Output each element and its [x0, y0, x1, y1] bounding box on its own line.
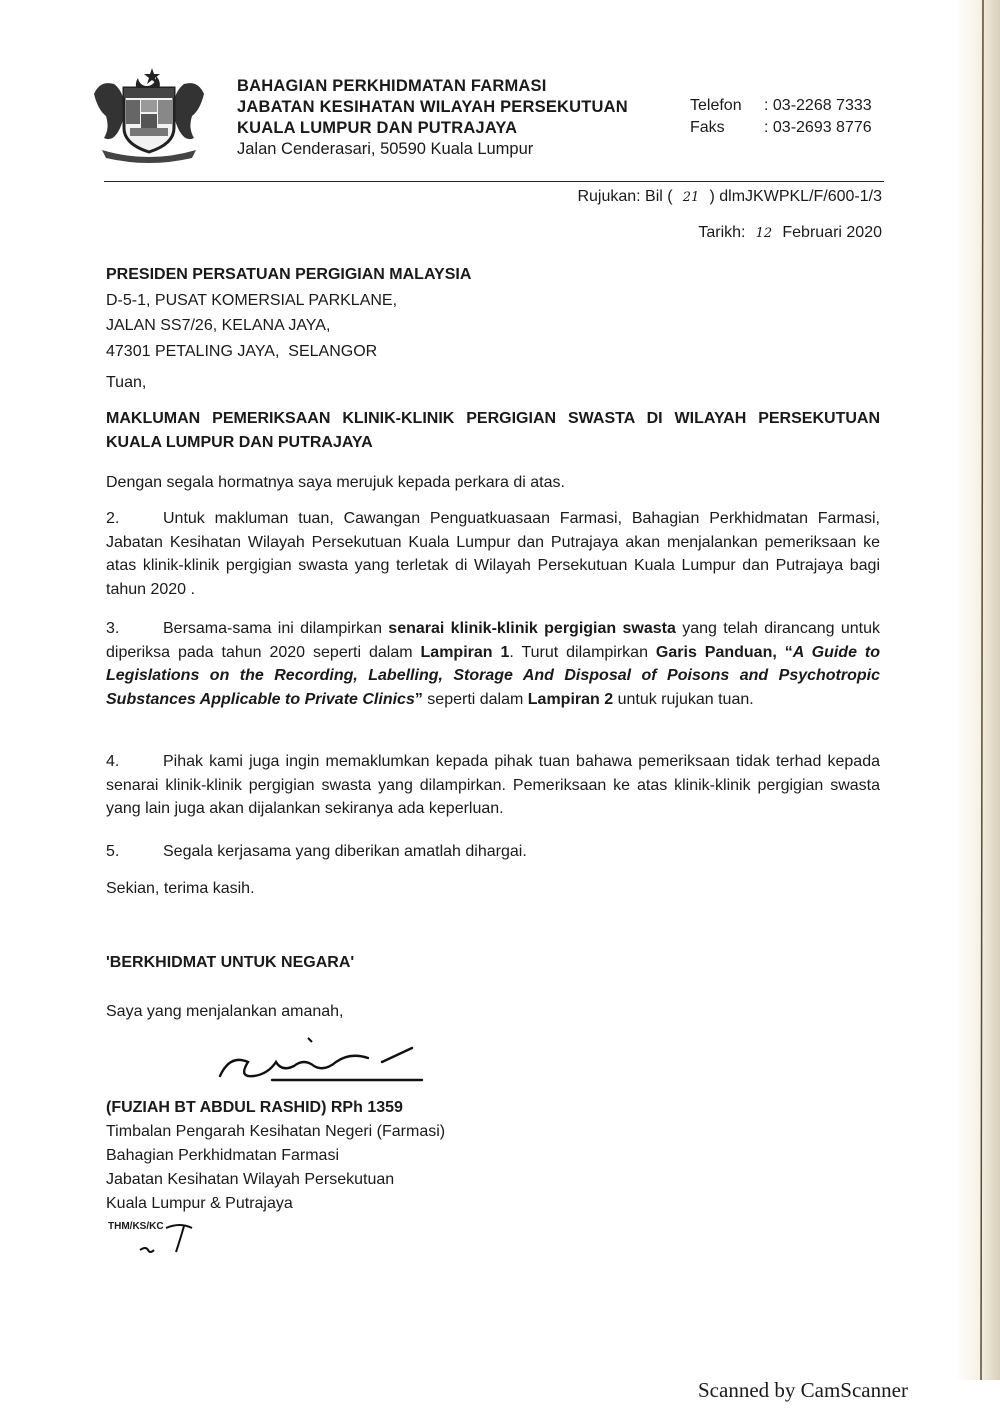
signatory-name: (FUZIAH BT ABDUL RASHID) RPh 1359: [106, 1099, 403, 1116]
reference-suffix: ) dlmJKWPKL/F/600-1/3: [709, 188, 882, 205]
date-line: [698, 224, 882, 242]
date-prefix: Tarikh:: [698, 224, 746, 241]
paragraph-5-text: Segala kerjasama yang diberikan amatlah dihargai.: [163, 843, 527, 860]
paragraph-3-guide-title: A Guide to Legislations on the Recording, Labelling, Storage And Disposal of Poisons and Psychotropic Substances Applicable to Private Clinics: [106, 643, 881, 708]
paragraph-3: [106, 617, 880, 711]
paragraph-3-text-4: seperti dalam: [422, 690, 528, 708]
date-handwritten-day: 12: [755, 226, 773, 241]
subject-heading: MAKLUMAN PEMERIKSAAN KLINIK-KLINIK PERGIGIAN SWASTA DI WILAYAH PERSEKUTUAN KUALA LUMPUR DAN PUTRAJAYA: [106, 410, 880, 451]
paragraph-3-bold-1: senarai klinik-klinik pergigian swasta: [388, 620, 676, 637]
letterhead-line-2: JABATAN KESIHATAN WILAYAH PERSEKUTUAN: [237, 98, 628, 116]
letterhead-address: Jalan Cenderasari, 50590 Kuala Lumpur: [237, 140, 534, 158]
paragraph-3-text-2: yang telah dirancang untuk diperiksa pada tahun 2020 seperti dalam: [106, 620, 880, 661]
paragraph-1: Dengan segala hormatnya saya merujuk kepada perkara di atas.: [106, 474, 565, 491]
signatory-dept-1: Bahagian Perkhidmatan Farmasi: [106, 1147, 340, 1164]
header-divider: [104, 181, 884, 182]
paragraph-3-bold-4: ”: [414, 690, 423, 708]
signature-icon: [212, 1036, 452, 1096]
scan-edge-shadow: [955, 0, 1000, 1380]
initials-scribble-icon: [134, 1222, 204, 1258]
reference-line: [577, 188, 882, 206]
fax-value: : 03-2693 8776: [764, 119, 872, 136]
motto: 'BERKHIDMAT UNTUK NEGARA': [106, 954, 355, 971]
closing-trust: Saya yang menjalankan amanah,: [106, 1003, 344, 1020]
signatory-block: [106, 1096, 445, 1216]
paragraph-3-number: 3.: [106, 620, 120, 637]
recipient-line-3: JALAN SS7/26, KELANA JAYA,: [106, 317, 331, 334]
paragraph-5-number: 5.: [106, 843, 120, 860]
paragraph-3-text-1: Bersama-sama ini dilampirkan: [163, 620, 389, 637]
signatory-dept-2: Jabatan Kesihatan Wilayah Persekutuan: [106, 1171, 395, 1188]
closing-thanks: Sekian, terima kasih.: [106, 880, 255, 897]
contact-info: [690, 95, 872, 139]
paragraph-4-text: Pihak kami juga ingin memaklumkan kepada pihak tuan bahawa pemeriksaan tidak terhad kepada senarai klinik-klinik pergigian swasta yang dilampirkan. Pemeriksaan ke atas klinik-klinik pergigian swasta yang lain juga akan dijalankan sekiranya ada keperluan.: [106, 753, 880, 818]
paragraph-2: [106, 507, 880, 601]
letterhead: [237, 76, 628, 160]
reference-handwritten-number: 21: [682, 190, 700, 205]
phone-value: : 03-2268 7333: [764, 97, 872, 114]
letterhead-line-1: BAHAGIAN PERKHIDMATAN FARMASI: [237, 77, 547, 95]
paragraph-5: [106, 840, 880, 864]
signatory-dept-3: Kuala Lumpur & Putrajaya: [106, 1195, 293, 1212]
paragraph-3-bold-5: Lampiran 2: [527, 690, 614, 708]
paragraph-2-number: 2.: [106, 510, 120, 527]
paragraph-3-text-5: untuk rujukan tuan.: [613, 690, 754, 708]
paragraph-3-bold-3: Garis Panduan, “: [655, 643, 793, 661]
recipient-address: [106, 262, 471, 364]
scanner-footer: Scanned by CamScanner: [698, 1378, 908, 1402]
salutation: Tuan,: [106, 374, 147, 391]
reference-prefix: Rujukan: Bil (: [577, 188, 673, 205]
paragraph-2-text: Untuk makluman tuan, Cawangan Penguatkuasaan Farmasi, Bahagian Perkhidmatan Farmasi, Jabatan Kesihatan Wilayah Persekutuan Kuala Lumpur dan Putrajaya akan menjalankan pemeriksaan ke atas klinik-klinik pergigian swasta yang terletak di Wilayah Persekutuan Kuala Lumpur dan Putrajaya bagi tahun 2020 .: [106, 510, 880, 598]
paragraph-3-text-3: . Turut dilampirkan: [509, 643, 656, 661]
initials-reference: THM/KS/KC: [108, 1221, 164, 1232]
signatory-title: Timbalan Pengarah Kesihatan Negeri (Farmasi): [106, 1123, 446, 1140]
letterhead-line-3: KUALA LUMPUR DAN PUTRAJAYA: [237, 119, 518, 137]
date-suffix: Februari 2020: [782, 224, 882, 241]
coat-of-arms-icon: [86, 64, 212, 164]
paragraph-4-number: 4.: [106, 753, 120, 770]
phone-label: Telefon: [690, 97, 742, 114]
paragraph-4: [106, 750, 880, 821]
paragraph-3-bold-2: Lampiran 1: [420, 643, 510, 661]
recipient-line-4: 47301 PETALING JAYA, SELANGOR: [106, 342, 378, 360]
recipient-line-1: PRESIDEN PERSATUAN PERGIGIAN MALAYSIA: [106, 266, 472, 283]
recipient-line-2: D-5-1, PUSAT KOMERSIAL PARKLANE,: [106, 291, 398, 309]
fax-label: Faks: [690, 119, 725, 136]
